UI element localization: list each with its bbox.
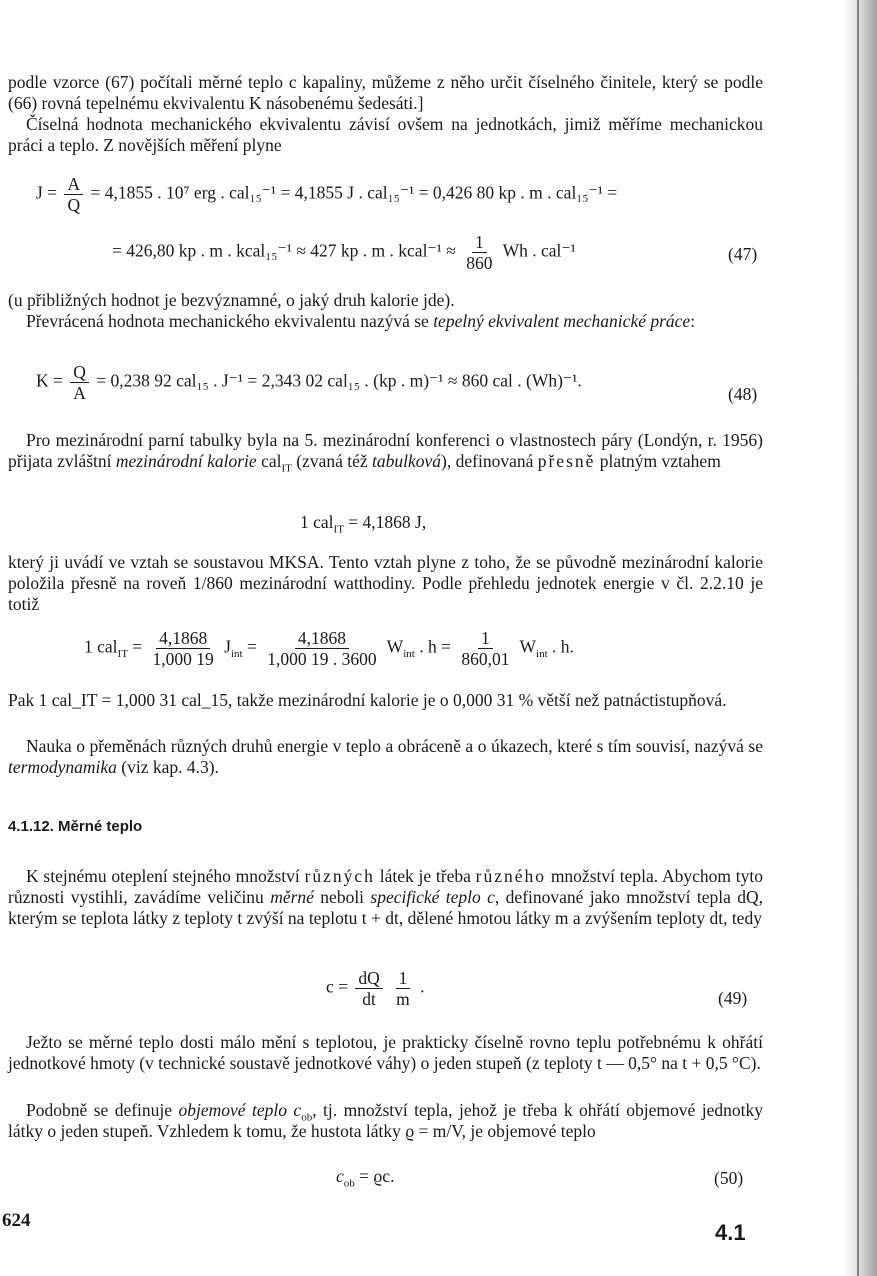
fraction: $\frac{1}{860}$	[466, 232, 493, 273]
paragraph-text: Číselná hodnota mechanického ekvivalentu závisí ovšem na jednotkách, jimiž měříme mechanickou práci a teplo. Z novějších měření plyne	[8, 114, 763, 155]
italic-term: specifické teplo c	[370, 887, 495, 907]
equation-47-line-1: J = $\frac{A}{Q}$ = 4,1855 . 10⁷ erg . cal₁₅⁻¹ = 4,1855 J . cal₁₅⁻¹ = 0,426 80 kp . m . cal₁₅⁻¹ =	[36, 174, 618, 215]
paragraph-specific-heat: K stejnému oteplení stejného množství různých látek je třeba různého množství tepla. Abychom tyto různosti vystihli, zavádíme veličinu měrné neboli specifické teplo c, definované jako množství tepla dQ, kterým se teplota látky z teploty t zvýší na teplotu t + dt, dělené hmotou látky m a zvýšením teploty dt, tedy	[8, 866, 763, 928]
equation-number-49: (49)	[718, 988, 748, 1008]
equation-number-47: (47)	[728, 244, 758, 264]
paragraph-thermodynamics: Nauka o přeměnách různých druhů energie v teplo a obráceně a o úkazech, které s tím souvisí, nazývá se termodynamika (viz kap. 4.3).	[8, 736, 763, 777]
page-edge-shadow	[843, 0, 877, 1276]
paragraph-text: podle vzorce (67) počítali měrné teplo c kapaliny, můžeme z něho určit číselného činitele, který se podle (66) rovná tepelnému ekvivalentu K násobenému šedesáti.]	[8, 72, 763, 113]
paragraph-heat-equivalent: Převrácená hodnota mechanického ekvivalentu nazývá se tepelný ekvivalent mechanické práce:	[26, 311, 696, 331]
paragraph-volumetric-heat: Podobně se definuje objemové teplo $c_{ob}$, tj. množství tepla, jehož je třeba k ohřátí objemové jednotky látky o jeden stupeň. Vzhledem k tomu, že hustota látky ϱ = m/V, je objemové teplo	[8, 1100, 763, 1141]
paragraph-heat-note: Ježto se měrné teplo dosti málo mění s teplotou, je prakticky číselně rovno teplu potřebnému k ohřátí jednotkové hmoty (v technické soustavě jednotkové váhy) o jeden stupeň (z teploty t — 0,5° na t + 0,5 °C).	[8, 1032, 763, 1073]
equation-49: c = $\frac{dQ}{dt}$ $\frac{1}{m}$ .	[326, 968, 425, 1009]
fraction: $\frac{1}{m}$	[396, 968, 410, 1009]
equation-48: K = $\frac{Q}{A}$ = 0,238 92 cal₁₅ . J⁻¹ = 2,343 02 cal₁₅ . (kp . m)⁻¹ ≈ 860 cal . (Wh)⁻¹.	[36, 362, 582, 403]
italic-term: objemové teplo c	[178, 1100, 302, 1120]
page-binding-line	[857, 0, 859, 1276]
equation-cal-it: 1 cal$_{IT}$ = 4,1868 J,	[300, 512, 427, 536]
paragraph-international-calorie: Pro mezinárodní parní tabulky byla na 5. mezinárodní konferenci o vlastnostech páry (Londýn, r. 1956) přijata zvláštní mezinárodní kalorie cal$_{IT}$ (zvaná též tabulková), definovaná přesně platným vztahem	[8, 430, 763, 475]
paragraph-intro	[8, 72, 763, 114]
fraction: $\frac{Q}{A}$	[70, 362, 89, 403]
italic-term: měrné	[270, 887, 314, 907]
equation-47-line-2: = 426,80 kp . m . kcal₁₅⁻¹ ≈ 427 kp . m . kcal⁻¹ ≈ $\frac{1}{860}$ Wh . cal⁻¹	[112, 232, 576, 273]
italic-term: mezinárodní kalorie	[115, 451, 257, 471]
italic-term: termodynamika	[8, 757, 117, 777]
fraction: $\frac{4,1868}{1,000 19 . 3600}$	[267, 628, 377, 669]
paragraph-approx-note: (u přibližných hodnot je bezvýznamné, o jaký druh kalorie jde).	[8, 290, 455, 310]
equation-watthour: 1 cal$_{IT}$ = $\frac{4,1868}{1,000 19}$ $J_{int}$ = $\frac{4,1868}{1,000 19 . 3600}$ $W_{int}$ . h = $\frac{1}{860,01}$ $W_{int}$ . h.	[84, 628, 574, 669]
spaced-emphasis: různého	[475, 866, 547, 886]
page-number: 624	[2, 1210, 31, 1231]
equation-number-50: (50)	[714, 1168, 744, 1188]
paragraph-calorie-comparison: Pak 1 cal_IT = 1,000 31 cal_15, takže mezinárodní kalorie je o 0,000 31 % větší než patnáctistupňová.	[8, 690, 727, 710]
fraction: $\frac{dQ}{dt}$	[355, 968, 382, 1009]
fraction: $\frac{4,1868}{1,000 19}$	[152, 628, 214, 669]
italic-term: tabulková	[372, 451, 442, 471]
italic-term: tepelný ekvivalent mechanické práce	[433, 311, 691, 331]
spaced-emphasis: různých	[304, 866, 375, 886]
fraction: $\frac{A}{Q}$	[64, 174, 83, 215]
section-heading: 4.1.12. Měrné teplo	[8, 818, 143, 835]
equation-number-48: (48)	[728, 384, 758, 404]
chapter-label: 4.1	[715, 1220, 746, 1245]
spaced-emphasis: přesně	[537, 451, 596, 471]
paragraph-mksa: který ji uvádí ve vztah se soustavou MKSA. Tento vztah plyne z toho, že se původně mezinárodní kalorie položila přesně na roveň 1/860 mezinárodní watthodiny. Podle přehledu jednotek energie v čl. 2.2.10 je totiž	[8, 552, 763, 614]
equation-50: $c_{ob} = ϱc$.	[336, 1166, 395, 1190]
paragraph-mechanical-equivalent	[8, 114, 763, 156]
fraction: $\frac{1}{860,01}$	[461, 628, 510, 669]
